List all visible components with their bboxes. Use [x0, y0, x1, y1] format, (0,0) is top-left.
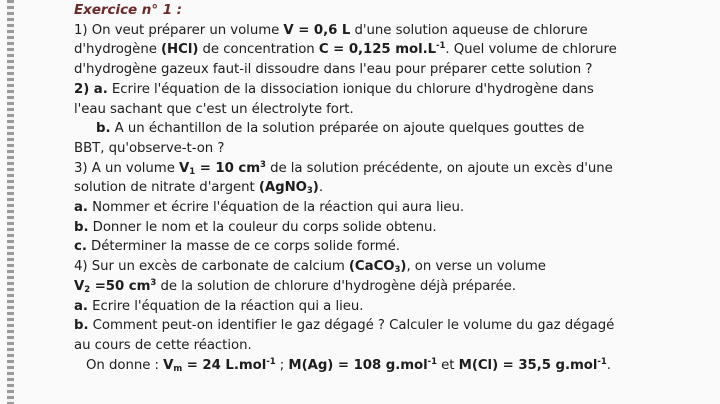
q3b-text: Donner le nom et la couleur du corps solide obtenu.	[88, 219, 437, 235]
q4-volume-subscript: 2	[84, 284, 91, 295]
given-mcl-exponent: -1	[597, 356, 607, 367]
q3-volume-subscript: 1	[189, 166, 196, 177]
q3c-line	[74, 237, 716, 257]
q3c-text: Déterminer la masse de ce corps solide formé.	[86, 239, 400, 255]
q3-formula-agno3: (AgNO	[258, 180, 307, 196]
q3-volume-symbol: V	[179, 160, 190, 176]
q3a-label: a.	[74, 200, 88, 216]
given-vm-value: = 24 L.mol	[182, 357, 267, 373]
q3-line-2	[74, 178, 716, 198]
q1-text: d'une solution aqueuse de chlorure	[350, 22, 588, 38]
q1-line-2	[74, 40, 716, 60]
q2b-label: b.	[96, 121, 111, 137]
q1-text: 1) On veut préparer un volume	[74, 22, 284, 38]
q1-text: d'hydrogène	[74, 42, 161, 58]
given-separator: ;	[275, 357, 289, 373]
q1-text: . Quel volume de chlorure	[445, 42, 617, 58]
q4b-line-2: au cours de cette réaction.	[74, 337, 252, 353]
q4b-label: b.	[74, 318, 89, 334]
q4b-text: Comment peut-on identifier le gaz dégagé ? Calculer le volume du gaz dégagé	[88, 318, 615, 334]
q4-formula-subscript: 3	[394, 265, 401, 276]
q3c-label: c.	[74, 239, 87, 255]
q4-line-1	[74, 257, 716, 277]
q4-formula-close: )	[400, 259, 407, 275]
q4-line-2	[74, 277, 716, 297]
q2-line-2: l'eau sachant que c'est un électrolyte fort.	[74, 101, 354, 117]
q3-text: .	[318, 180, 323, 196]
given-vm-symbol: V	[163, 357, 174, 373]
q4-volume-value: =50 cm	[90, 278, 151, 294]
exercise-title: Exercice n° 1 :	[74, 2, 183, 18]
q3a-line	[74, 198, 716, 218]
q2b-line-1	[74, 119, 716, 139]
given-end: .	[606, 357, 611, 373]
q4a-line	[74, 297, 716, 317]
given-mag-exponent: -1	[427, 356, 437, 367]
q1-line-1	[74, 21, 716, 41]
q4-text: de la solution de chlorure d'hydrogène déjà préparée.	[156, 278, 516, 294]
q3-text: de la solution précédente, on ajoute un excès d'une	[265, 160, 613, 176]
q2-line-1	[74, 80, 716, 100]
q3-formula-subscript: 3	[306, 186, 313, 197]
q3-formula-close: )	[312, 180, 319, 196]
q3-volume-exponent: 3	[260, 159, 266, 170]
given-intro: On donne :	[86, 357, 164, 373]
q4-text: , on verse un volume	[406, 259, 546, 275]
given-separator: et	[436, 357, 459, 373]
q2-text: Ecrire l'équation de la dissociation ionique du chlorure d'hydrogène dans	[107, 81, 594, 97]
q3a-text: Nommer et écrire l'équation de la réaction qui aura lieu.	[87, 200, 465, 216]
q1-text: de concentration	[198, 42, 319, 58]
q3-volume-value: = 10 cm	[195, 160, 261, 176]
q3b-line	[74, 218, 716, 238]
q4a-label: a.	[74, 298, 88, 314]
q2b-line-2: BBT, qu'observe-t-on ?	[74, 140, 225, 156]
q1-line-3: d'hydrogène gazeux faut-il dissoudre dans l'eau pour préparer cette solution ?	[74, 62, 593, 78]
q1-concentration-value: C = 0,125 mol.L	[318, 42, 437, 58]
q1-formula-hcl: (HCl)	[161, 42, 199, 58]
given-data-line	[74, 356, 716, 376]
q4-volume-exponent: 3	[150, 277, 157, 288]
given-vm-exponent: -1	[266, 356, 276, 367]
q2b-text: A un échantillon de la solution préparée on ajoute quelques gouttes de	[110, 121, 585, 137]
given-mcl-value: M(Cl) = 35,5 g.mol	[458, 357, 598, 373]
q4-volume-symbol: V	[74, 278, 85, 294]
q3-text: 3) A un volume	[74, 160, 180, 176]
q3-line-1	[74, 159, 716, 179]
q2-label: 2) a.	[74, 81, 108, 97]
q4-formula-caco3: (CaCO	[348, 259, 395, 275]
q4a-text: Ecrire l'équation de la réaction qui a lieu.	[87, 298, 364, 314]
q3-text: solution de nitrate d'argent	[74, 180, 259, 196]
given-mag-value: M(Ag) = 108 g.mol	[288, 357, 428, 373]
page-edge-border	[7, 0, 14, 404]
q1-volume-value: V = 0,6 L	[283, 22, 351, 38]
q3b-label: b.	[74, 219, 89, 235]
exercise-document	[74, 1, 716, 404]
q4b-line-1	[74, 316, 716, 336]
q4-text: 4) Sur un excès de carbonate de calcium	[74, 259, 349, 275]
q1-concentration-exponent: -1	[436, 41, 446, 52]
given-vm-subscript: m	[173, 363, 183, 374]
